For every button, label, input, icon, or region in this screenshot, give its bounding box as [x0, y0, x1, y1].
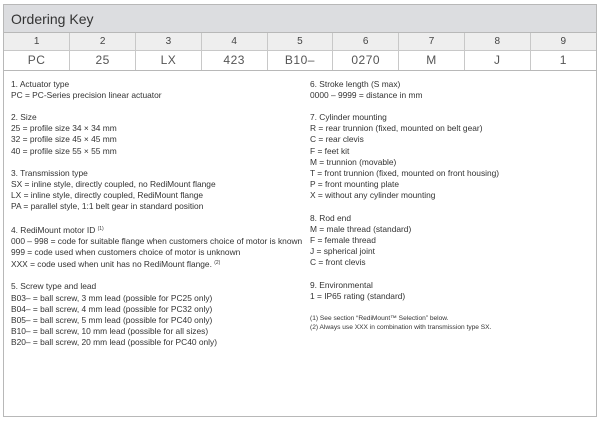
section-line: PA = parallel style, 1:1 belt gear in standard position [11, 201, 204, 212]
position-number: 4 [201, 33, 267, 50]
position-number: 7 [399, 33, 465, 50]
section-heading: 1. Actuator type [11, 78, 70, 89]
section-environmental [310, 280, 596, 302]
section-line: 000 – 998 = code for suitable flange when customers choice of motor is known [11, 235, 303, 246]
section-line: B05– = ball screw, 5 mm lead (possible for PC40 only) [11, 314, 213, 325]
position-number: 6 [333, 33, 399, 50]
footnote: (1) See section “RediMount™ Selection” below. [310, 314, 449, 322]
position-number: 8 [464, 33, 530, 50]
section-line: PC = PC-Series precision linear actuator [11, 89, 162, 100]
section-line: F = feet kit [310, 145, 350, 156]
footnote-marker: (1) [97, 225, 104, 232]
section-transmission-type [11, 168, 300, 213]
position-number: 3 [136, 33, 202, 50]
example-code: LX [136, 50, 202, 70]
section-line: 40 = profile size 55 × 55 mm [11, 145, 117, 156]
section-line: 1 = IP65 rating (standard) [310, 290, 406, 301]
footnote: (2) Always use XXX in combination with transmission type SX. [310, 323, 492, 331]
section-heading: 4. RediMount motor ID [11, 224, 96, 235]
section-redimount-motor-id [11, 224, 303, 271]
section-line: R = rear trunnion (fixed, mounted on belt gear) [310, 123, 483, 134]
section-heading: 6. Stroke length (S max) [310, 78, 401, 89]
position-number: 9 [530, 33, 596, 50]
section-line: T = front trunnion (fixed, mounted on front housing) [310, 167, 500, 178]
section-cylinder-mounting [310, 112, 596, 202]
example-code: PC [4, 50, 70, 70]
section-line: LX = inline style, directly coupled, RediMount flange [11, 190, 204, 201]
section-actuator-type [11, 79, 300, 101]
section-heading: 8. Rod end [310, 212, 351, 223]
example-code: 0270 [333, 50, 399, 70]
section-line: M = trunnion (movable) [310, 156, 397, 167]
example-code: B10– [267, 50, 333, 70]
right-column [300, 79, 596, 360]
section-heading: 7. Cylinder mounting [310, 111, 387, 122]
footnotes [310, 314, 596, 332]
section-line: B03– = ball screw, 3 mm lead (possible for PC25 only) [11, 292, 213, 303]
section-line: C = front clevis [310, 257, 366, 268]
section-line: XXX = code used when unit has no RediMount flange. [11, 259, 212, 270]
ordering-key-panel [3, 4, 597, 417]
section-line: X = without any cylinder mounting [310, 190, 436, 201]
section-line: 999 = code used when customers choice of motor is unknown [11, 246, 241, 257]
panel-title: Ordering Key [4, 5, 596, 33]
position-number: 5 [267, 33, 333, 50]
section-line: SX = inline style, directly coupled, no RediMount flange [11, 178, 216, 189]
section-heading: 2. Size [11, 111, 37, 122]
section-line: B20– = ball screw, 20 mm lead (possible for PC40 only) [11, 337, 217, 348]
example-code-row [4, 50, 596, 70]
section-heading: 5. Screw type and lead [11, 281, 97, 292]
section-line-wrap [11, 258, 300, 270]
section-stroke-length [310, 79, 596, 101]
section-line: B10– = ball screw, 10 mm lead (possible for all sizes) [11, 326, 209, 337]
section-line: 0000 – 9999 = distance in mm [310, 89, 423, 100]
section-line: C = rear clevis [310, 134, 364, 145]
example-code: 1 [530, 50, 596, 70]
left-column [4, 78, 303, 360]
section-line: 32 = profile size 45 × 45 mm [11, 134, 117, 145]
section-line: M = male thread (standard) [310, 223, 412, 234]
section-line: J = spherical joint [310, 246, 375, 257]
footnote-marker: (2) [214, 260, 221, 267]
section-rod-end [310, 213, 596, 269]
example-code: 25 [70, 50, 136, 70]
section-heading: 3. Transmission type [11, 167, 88, 178]
ordering-key-table [4, 33, 596, 71]
section-heading: 9. Environmental [310, 279, 373, 290]
section-line: P = front mounting plate [310, 179, 400, 190]
section-line: F = female thread [310, 234, 376, 245]
section-line: 25 = profile size 34 × 34 mm [11, 123, 117, 134]
section-screw-type [11, 281, 300, 348]
example-code: M [399, 50, 465, 70]
position-number: 1 [4, 33, 70, 50]
section-size [11, 112, 300, 157]
example-code: 423 [201, 50, 267, 70]
position-number: 2 [70, 33, 136, 50]
section-line: B04– = ball screw, 4 mm lead (possible for PC32 only) [11, 303, 213, 314]
section-heading-wrap [11, 224, 300, 236]
example-code: J [464, 50, 530, 70]
position-number-row [4, 33, 596, 50]
